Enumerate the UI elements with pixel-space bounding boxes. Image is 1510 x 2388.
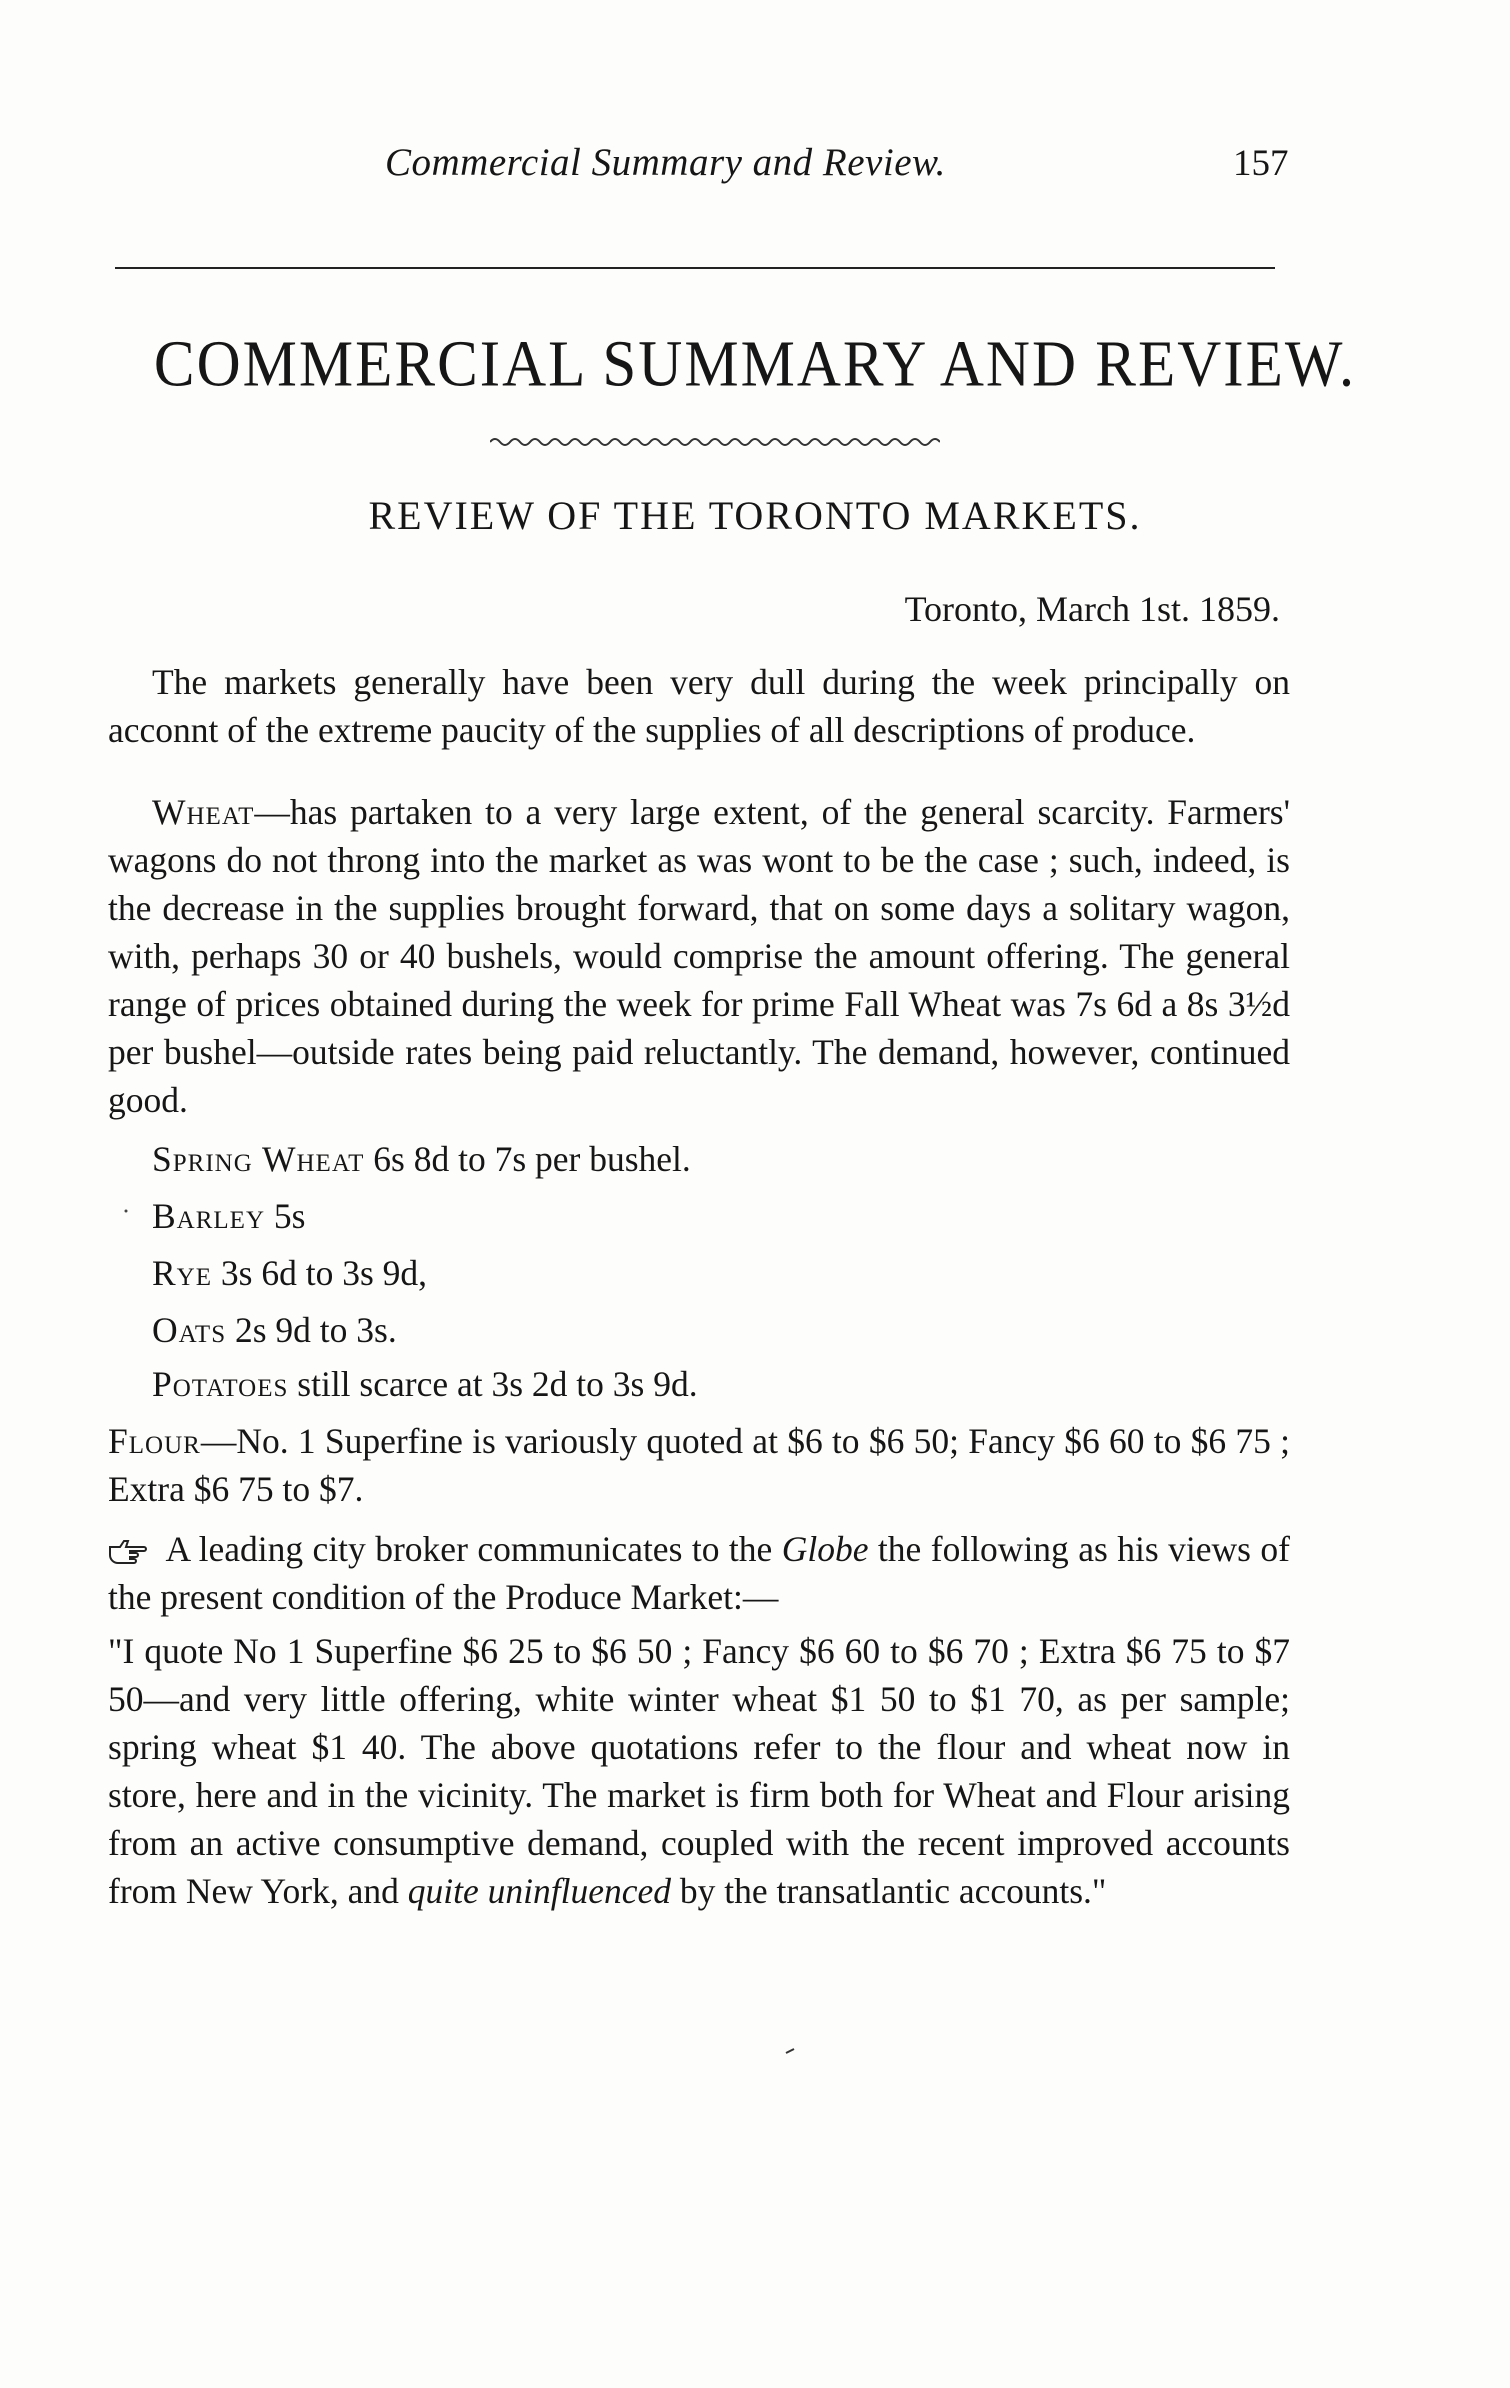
price-text: 2s 9d to 3s. [226,1310,397,1350]
flour-text: —No. 1 Superfine is variously quoted at $6 to $6 50; Fancy $6 60 to $6 75 ; Extra $6 75 to $7. [108,1421,1290,1509]
running-head [0,140,1510,190]
broker-text-before: A leading city broker communicates to the [158,1529,782,1569]
dateline: Toronto, March 1st. 1859. [904,589,1280,629]
broker-quote-paragraph [108,1627,1290,1915]
section-subtitle: REVIEW OF THE TORONTO MARKETS. [368,493,1142,538]
wavy-ornament [490,430,940,454]
price-text: 6s 8d to 7s per bushel. [364,1139,691,1179]
price-line-rye [152,1249,427,1297]
price-line-potatoes [152,1360,698,1408]
price-label: Spring Wheat [152,1139,365,1179]
broker-text-after: the following as his views of the present condition of the Produce Market:— [108,1529,1290,1617]
price-text: 3s 6d to 3s 9d, [212,1253,428,1293]
wheat-label: Wheat [152,792,255,832]
flour-label: Flour [108,1421,201,1461]
page-number: 157 [1233,143,1289,184]
price-line-spring-wheat [152,1135,691,1183]
price-line-barley [152,1192,305,1240]
intro-paragraph [108,658,1290,754]
newspaper-name: Globe [781,1529,869,1569]
price-text: 5s [265,1196,306,1236]
running-head-title: Commercial Summary and Review. [385,141,946,184]
pointing-hand-icon [108,1537,148,1565]
price-label: Barley [152,1196,266,1236]
price-label: Potatoes [152,1364,289,1404]
price-line-oats [152,1306,397,1354]
intro-text: The markets generally have been very dull during the week principally on acconnt of the extreme paucity of the supplies of all descriptions of produce. [108,662,1290,750]
price-label: Oats [152,1310,227,1350]
price-text: still scarce at 3s 2d to 3s 9d. [288,1364,698,1404]
wheat-paragraph [108,788,1290,1124]
quote-emphasis: quite uninfluenced [407,1871,671,1911]
main-title: COMMERCIAL SUMMARY AND REVIEW. [153,328,1357,401]
broker-paragraph [108,1525,1290,1621]
quote-end: by the transatlantic accounts." [670,1871,1107,1911]
flour-paragraph [108,1417,1290,1513]
wheat-text: —has partaken to a very large extent, of the general scarcity. Farmers' wagons do not throng into the market as was wont to be the case ; such, indeed, is the decrease in the supplies brought forward, that on some days a solitary wagon, with, perhaps 30 or 40 bushels, would comprise the amount offering. The general range of prices obtained during the week for prime Fall Wheat was 7s 6d a 8s 3½d per bushel—outside rates being paid reluctantly. The demand, however, continued good. [108,792,1290,1120]
header-rule [115,267,1275,269]
price-label: Rye [152,1253,213,1293]
quote-text: "I quote No 1 Superfine $6 25 to $6 50 ; Fancy $6 60 to $6 70 ; Extra $6 75 to $7 50—and very little offering, white winter wheat $1 50 to $1 70, as per sample; spring wheat $1 40. The above quotations refer to the flour and wheat now in store, here and in the vicinity. The market is firm both for Wheat and Flour arising from an active consumptive demand, coupled with the recent improved accounts from New York, and [108,1631,1290,1911]
